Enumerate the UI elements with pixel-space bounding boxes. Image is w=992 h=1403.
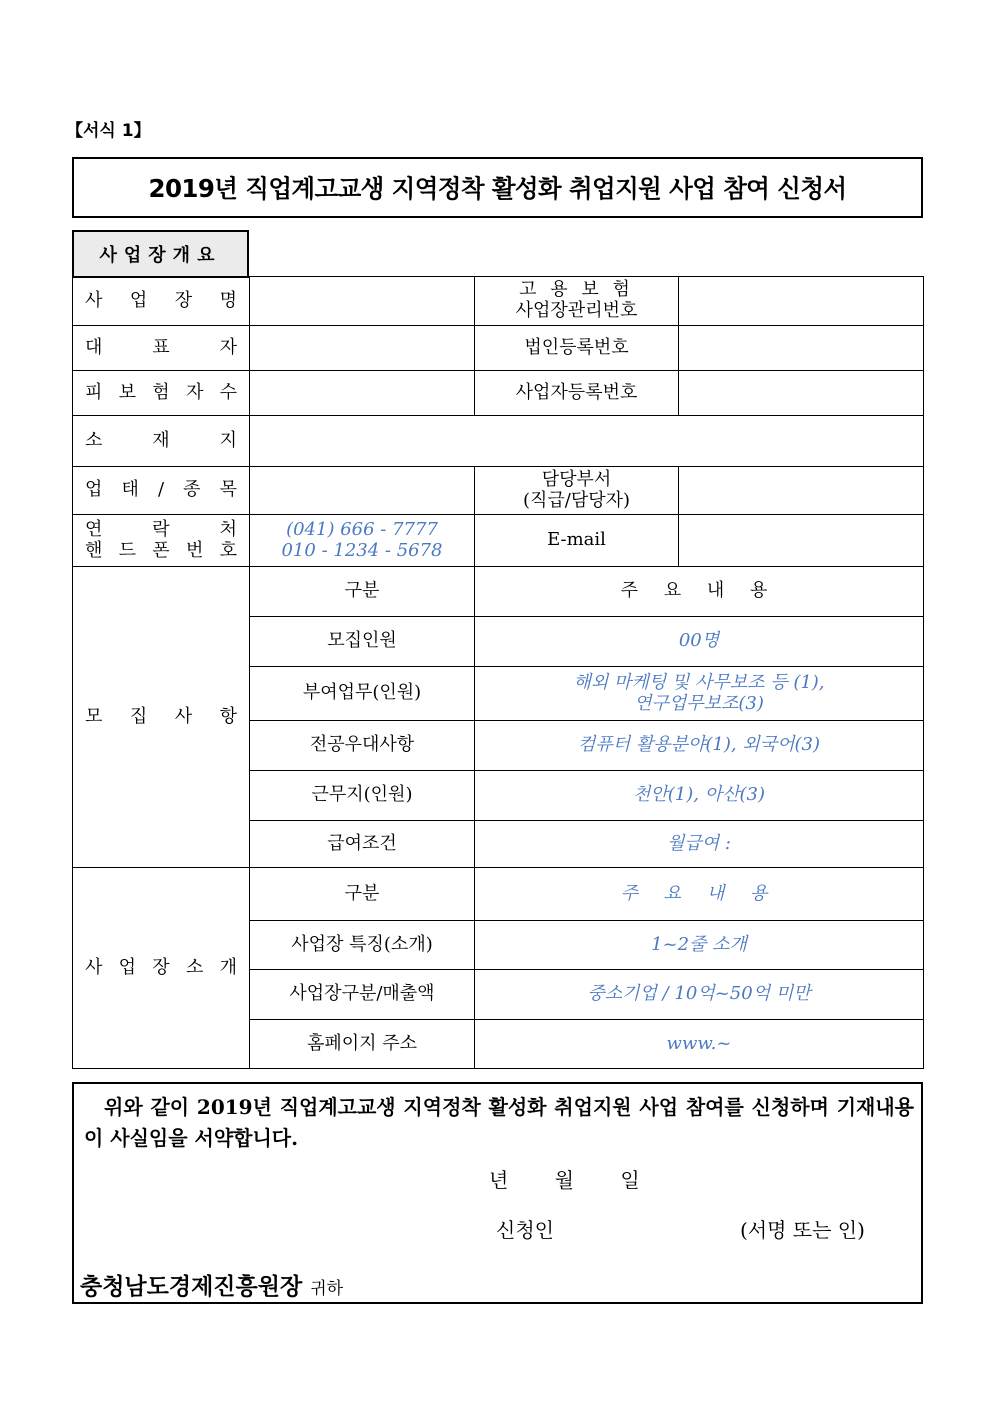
declaration-text: 위와 같이 2019년 직업계고교생 지역정착 활성화 취업지원 사업 참여를 신청하며 기재내용이 사실임을 서약합니다. xyxy=(84,1095,914,1150)
date-line[interactable]: 년 월 일 xyxy=(489,1168,640,1192)
recruit-col-category: 구분 xyxy=(250,567,475,617)
recruit-row-value[interactable]: 천안(1), 아산(3) xyxy=(475,771,924,821)
field-email[interactable] xyxy=(679,515,924,567)
field-contact[interactable] xyxy=(250,515,475,567)
label-business-name: 사 업 장 명 xyxy=(73,277,250,326)
application-table xyxy=(72,276,924,1069)
label-department xyxy=(475,467,679,515)
field-address[interactable] xyxy=(250,416,924,467)
intro-row-label: 사업장구분/매출액 xyxy=(250,970,475,1020)
label-employment-insurance-line1: 고 용 보 험 xyxy=(519,279,634,301)
phone-office: (041) 666 - 7777 xyxy=(286,518,438,540)
label-insured-count: 피 보 험 자 수 xyxy=(73,371,250,416)
field-business-name[interactable] xyxy=(250,277,475,326)
field-industry[interactable] xyxy=(250,467,475,515)
label-email: E-mail xyxy=(475,515,679,567)
form-number-label: 【서식 1】 xyxy=(66,121,151,141)
field-representative[interactable] xyxy=(250,326,475,371)
intro-col-category: 구분 xyxy=(250,868,475,921)
recruit-row-label: 모집인원 xyxy=(250,617,475,667)
intro-row-value[interactable]: 중소기업 / 10억~50억 미만 xyxy=(475,970,924,1020)
recruit-duty-line1: 해외 마케팅 및 사무보조 등 (1), xyxy=(573,671,825,693)
intro-row-value[interactable]: www.~ xyxy=(475,1020,924,1069)
signature-field[interactable]: (서명 또는 인) xyxy=(740,1218,865,1242)
field-business-registration[interactable] xyxy=(679,371,924,416)
label-industry: 업 태 / 종 목 xyxy=(73,467,250,515)
recruit-row-label: 전공우대사항 xyxy=(250,721,475,771)
declaration-box xyxy=(72,1082,923,1304)
recipient-name: 충청남도경제진흥원장 xyxy=(80,1274,303,1300)
label-address: 소 재 지 xyxy=(73,416,250,467)
recruit-row-label: 근무지(인원) xyxy=(250,771,475,821)
label-corporate-registration: 법인등록번호 xyxy=(475,326,679,371)
section-header-overview: 사업장개요 xyxy=(72,230,249,278)
field-employment-insurance[interactable] xyxy=(679,277,924,326)
label-employment-insurance-line2: 사업장관리번호 xyxy=(515,300,638,321)
label-business-intro: 사 업 장 소 개 xyxy=(73,868,250,1069)
label-contact-line2: 핸 드 폰 번 호 xyxy=(85,539,237,561)
field-corporate-registration[interactable] xyxy=(679,326,924,371)
label-recruitment: 모 집 사 항 xyxy=(73,567,250,868)
label-employment-insurance xyxy=(475,277,679,326)
recruit-col-content: 주 요 내 용 xyxy=(475,567,924,617)
recruit-row-value[interactable]: 컴퓨터 활용분야(1), 외국어(3) xyxy=(475,721,924,771)
recruit-row-value[interactable] xyxy=(475,667,924,721)
phone-mobile: 010 - 1234 - 5678 xyxy=(281,539,443,561)
recipient xyxy=(80,1268,343,1301)
label-department-line2: (직급/담당자) xyxy=(522,489,631,511)
field-department[interactable] xyxy=(679,467,924,515)
label-representative: 대 표 자 xyxy=(73,326,250,371)
label-contact xyxy=(73,515,250,567)
intro-col-content: 주 요 내 용 xyxy=(475,868,924,921)
field-insured-count[interactable] xyxy=(250,371,475,416)
intro-row-label: 홈페이지 주소 xyxy=(250,1020,475,1069)
applicant-label: 신청인 xyxy=(496,1218,554,1242)
recruit-row-value[interactable]: 월급여 : xyxy=(475,821,924,868)
label-business-registration: 사업자등록번호 xyxy=(475,371,679,416)
intro-row-value[interactable]: 1~2줄 소개 xyxy=(475,921,924,970)
recruit-duty-line2: 연구업무보조(3) xyxy=(634,692,764,714)
recruit-row-value[interactable]: 00명 xyxy=(475,617,924,667)
recruit-row-label: 급여조건 xyxy=(250,821,475,868)
intro-row-label: 사업장 특징(소개) xyxy=(250,921,475,970)
page-title: 2019년 직업계고교생 지역정착 활성화 취업지원 사업 참여 신청서 xyxy=(72,157,923,218)
recipient-suffix: 귀하 xyxy=(310,1279,344,1299)
label-department-line1: 담당부서 xyxy=(541,468,612,490)
recruit-row-label: 부여업무(인원) xyxy=(250,667,475,721)
label-contact-line1: 연 락 처 xyxy=(85,518,237,540)
